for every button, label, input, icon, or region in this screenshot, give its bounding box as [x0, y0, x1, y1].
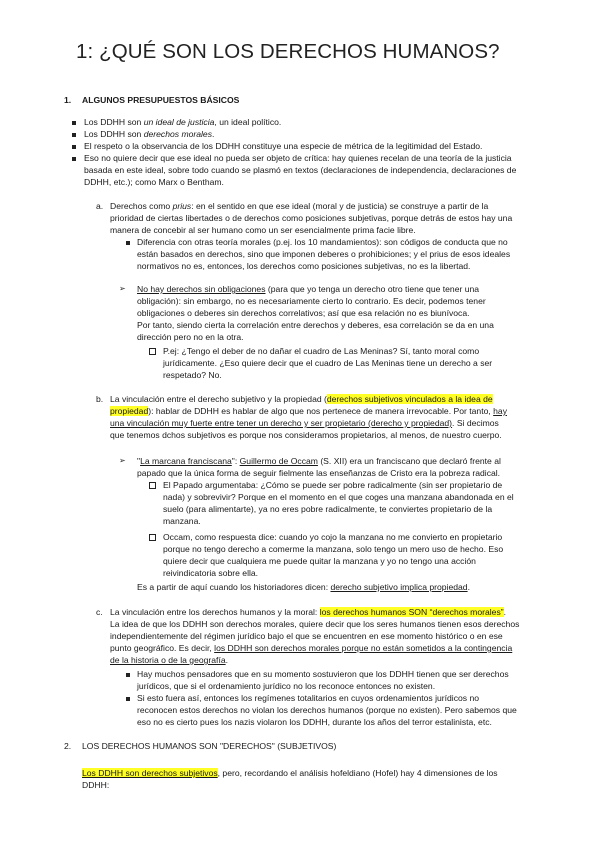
- item-a-line-3: manera de concebir al ser humano como un ser esencialmente prima facie libre.: [110, 225, 416, 235]
- item-b-occam-line-3: quiere decir que cualquiera me puede quitar la manzana y yo no tengo una acción: [163, 556, 476, 566]
- bullet-text-4-line-1: Eso no quiere decir que ese ideal no pueda ser objeto de crítica: hay quienes recelan de una teoría de la justicia: [84, 153, 512, 163]
- final-paragraph-line-1: Los DDHH son derechos subjetivos, pero, recordando el análisis hofeldiano (Hofel) hay 4 dimensiones de los: [82, 768, 498, 778]
- item-b-line-1: La vinculación entre el derecho subjetivo y la propiedad (derechos subjetivos vinculados a la idea de: [110, 394, 493, 404]
- item-a-note-line-2: obligación): sin embargo, no es necesariamente cierto lo contrario. Es decir, podemos tener: [137, 296, 486, 306]
- item-c-line-1: La vinculación entre los derechos humanos y la moral: los derechos humanos SON “derechos morales”.: [110, 607, 507, 617]
- item-b-conclusion: Es a partir de aquí cuando los historiadores dicen: derecho subjetivo implica propiedad.: [137, 582, 470, 592]
- item-a-label: a.: [96, 201, 104, 211]
- bullet-text-4-line-3: DDHH, etc.); como Marx o Bentham.: [84, 177, 224, 187]
- bullet-icon: [126, 241, 130, 245]
- hollow-square-bullet-icon: [149, 348, 156, 355]
- item-c-line-3: independientemente del régimen jurídico bajo el que se encuentren en ese momento histórico o en ese: [110, 631, 503, 641]
- item-c-sub-1-line-2: jurídicos, que si el ordenamiento jurídico no los reconoce entonces no existen.: [137, 681, 436, 691]
- item-b-papacy-line-2: nada) y sobrevivir? Porque en el momento en el que coges una manzana abandonada en el: [163, 492, 514, 502]
- item-b-line-4: que tenemos dchos subjetivos es porque nos consideramos propietarios, al menos, de nuestro cuerpo.: [110, 430, 502, 440]
- item-b-occam-line-1: Occam, como respuesta dice: cuando yo cojo la manzana no me convierto en propietario: [163, 532, 503, 542]
- item-c-sub-1-line-1: Hay muchos pensadores que en su momento sostuvieron que los DDHH tienen que ser derechos: [137, 669, 509, 679]
- section-1-heading: ALGUNOS PRESUPUESTOS BÁSICOS: [82, 95, 240, 105]
- page-title: 1: ¿QUÉ SON LOS DERECHOS HUMANOS?: [76, 40, 500, 63]
- hollow-square-bullet-icon: [149, 482, 156, 489]
- bullet-icon: [126, 673, 130, 677]
- bullet-text-2: Los DDHH son derechos morales.: [84, 129, 215, 139]
- bullet-text-4-line-2: basada en este ideal, sobre todo cuando se plasmó en textos (declaraciones de independencia, declaraciones de: [84, 165, 517, 175]
- item-a-example-line-2: jurídicamente. ¿Eso quiere decir que el cuadro de Las Meninas tiene un derecho a ser: [163, 358, 493, 368]
- final-paragraph-line-2: DDHH:: [82, 780, 110, 790]
- item-b-quote-line-2: papado que la única forma de seguir fielmente las enseñanzas de Cristo era la pobreza radical.: [137, 468, 501, 478]
- bullet-text-3: El respeto o la observancia de los DDHH constituye una especie de métrica de la legitimidad del Estado.: [84, 141, 483, 151]
- item-a-sub-1-line-2: están basados en derechos, sino que imponen deberes o prohibiciones; y el prius de esos ideales: [137, 249, 511, 259]
- section-2-number: 2.: [64, 741, 72, 751]
- item-c-sub-2-line-1: Si esto fuera así, entonces los regímenes totalitarios en cuyos ordenamientos jurídicos no: [137, 693, 480, 703]
- bullet-icon: [72, 157, 76, 161]
- item-b-line-3: una vinculación muy fuerte entre tener un derecho y ser propietario (derecho y propiedad). Si decimos: [110, 418, 499, 428]
- item-c-label: c.: [96, 607, 103, 617]
- item-a-sub-1-line-3: normativos no es, entonces, los derechos como posiciones subjetivas, no es la libertad.: [137, 261, 471, 271]
- bullet-icon: [126, 697, 130, 701]
- item-b-occam-line-2: porque no tengo derecho a comerme la manzana, solo tengo un mero uso de hecho. Eso: [163, 544, 504, 554]
- item-c-line-5: de la historia o de la geografía.: [110, 655, 229, 665]
- item-a-sub-1-line-1: Diferencia con otras teoría morales (p.ej. los 10 mandamientos): son códigos de conducta que no: [137, 237, 508, 247]
- item-a-example-line-1: P.ej: ¿Tengo el deber de no dañar el cuadro de Las Meninas? Sí, tanto moral como: [163, 346, 480, 356]
- hollow-square-bullet-icon: [149, 534, 156, 541]
- item-a-note-line-4: Por tanto, siendo cierta la correlación entre derechos y deberes, esa correlación se da en una: [137, 320, 494, 330]
- item-a-note-line-3: obligaciones o deberes sin derechos correlativos; así que esa relación no es biunívoca.: [137, 308, 470, 318]
- item-b-papacy-line-4: manzana.: [163, 516, 201, 526]
- bullet-text-1: Los DDHH son un ideal de justicia, un ideal político.: [84, 117, 282, 127]
- item-a-example-line-3: respetado? No.: [163, 370, 222, 380]
- item-a-line-2: prioridad de ciertas libertades o de derechos como posiciones subjetivas, porque detrás de estos hay una: [110, 213, 513, 223]
- item-c-line-4: punto geográfico. Es decir, los DDHH son derechos morales porque no están sometidos a la contingencia: [110, 643, 513, 653]
- item-b-papacy-line-1: El Papado argumentaba: ¿Cómo se puede ser pobre radicalmente (sin ser propietario de: [163, 480, 503, 490]
- item-b-occam-line-4: reivindicatoria sobre ella.: [163, 568, 259, 578]
- item-c-line-2: La idea de que los DDHH son derechos morales, quiere decir que los seres humanos tienen esos derechos: [110, 619, 520, 629]
- arrow-bullet-icon: ➢: [119, 284, 126, 293]
- item-b-line-2: propiedad): hablar de DDHH es hablar de algo que nos pertenece de manera irrevocable. Por tanto, hay: [110, 406, 507, 416]
- bullet-icon: [72, 145, 76, 149]
- arrow-bullet-icon: ➢: [119, 456, 126, 465]
- item-a-note-line-5: dirección pero no en la otra.: [137, 332, 244, 342]
- section-2-heading: LOS DERECHOS HUMANOS SON "DERECHOS" (SUBJETIVOS): [82, 741, 337, 751]
- item-c-sub-2-line-3: eso no es cierto pues los nazis violaron los DDHH, durante los años del terror estalinista, etc.: [137, 717, 492, 727]
- bullet-icon: [72, 133, 76, 137]
- item-b-quote-line-1: "La marcana franciscana": Guillermo de Occam (S. XII) era un franciscano que declaró frente al: [137, 456, 501, 466]
- item-c-sub-2-line-2: reconocen estos derechos no violan los derechos humanos (porque no existen). Pero sabemos que: [137, 705, 517, 715]
- item-b-label: b.: [96, 394, 104, 404]
- item-a-line-1: Derechos como prius: en el sentido en que ese ideal (moral y de justicia) se construye a partir de la: [110, 201, 489, 211]
- item-b-papacy-line-3: suelo (para alimentarte), ya no eres pobre radicalmente, te conviertes propietario de la: [163, 504, 493, 514]
- item-a-note-line-1: No hay derechos sin obligaciones (para que yo tenga un derecho otro tiene que tener una: [137, 284, 480, 294]
- bullet-icon: [72, 121, 76, 125]
- section-1-number: 1.: [64, 95, 72, 105]
